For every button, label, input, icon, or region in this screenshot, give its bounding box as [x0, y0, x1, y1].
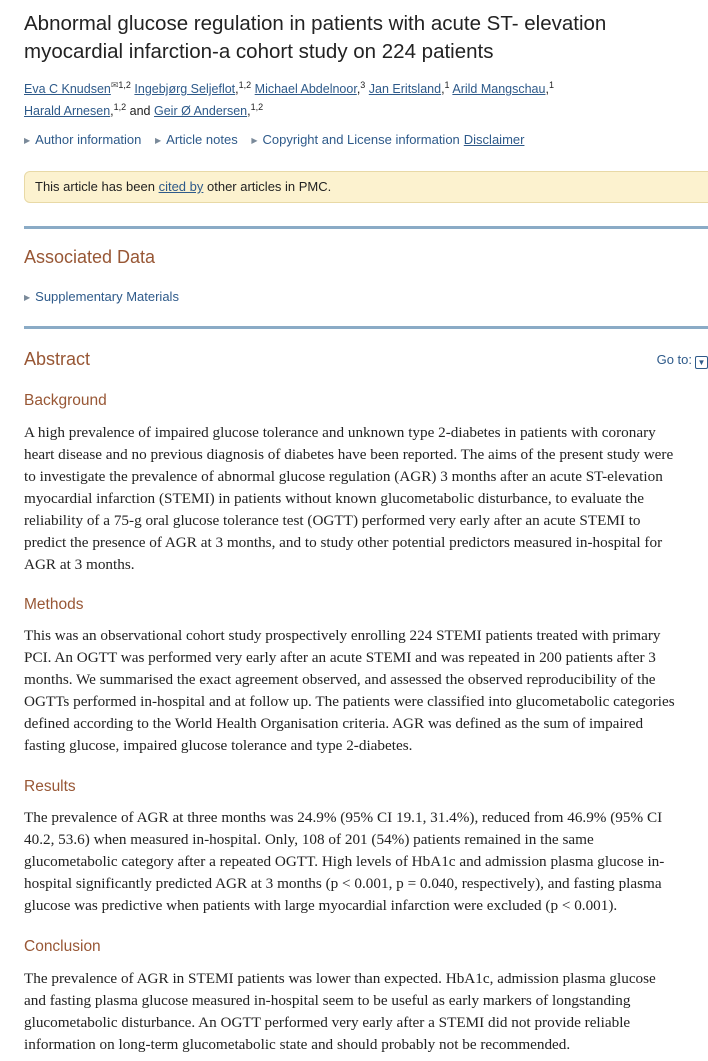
results-paragraph: The prevalence of AGR at three months was 24.9% (95% CI 19.1, 31.4%), reduced from 46.9% (95% CI 40.2, 53.6) when measured in-hospital. Only, 108 of 201 (54%) patients remained in the same glucometabolic category after a repeated OGTT. High levels of HbA1c and admission plasma glucose in- hospital significantly predicted AGR at 3 months (p < 0.001, p = 0.040, respectively), and fasting plasma glucose was predictive when patients with large myocardial infarction were excluded (p < 0.001). — [24, 809, 665, 914]
envelope-icon[interactable]: ✉ — [110, 80, 119, 90]
article-info-links — [24, 131, 708, 150]
triangle-right-icon: ▶ — [24, 136, 31, 145]
author-affiliation: 1,2 — [118, 80, 131, 90]
cited-by-link[interactable]: cited by — [158, 179, 204, 194]
author-link[interactable]: Harald Arnesen — [24, 104, 111, 118]
section-divider — [24, 226, 708, 229]
results-heading: Results — [24, 778, 76, 795]
background-heading: Background — [24, 392, 107, 409]
author-affiliation: 3 — [360, 80, 366, 90]
title-line-2: myocardial infarction-a cohort study on 224 patients — [24, 40, 494, 63]
copyright-toggle[interactable]: ▶ Copyright and License information — [251, 132, 460, 147]
associated-data-heading: Associated Data — [24, 247, 156, 267]
cited-by-notice: This article has been cited by other articles in PMC. — [24, 171, 708, 203]
abstract-heading: Abstract — [24, 349, 91, 369]
author-information-toggle[interactable]: ▶ Author information — [24, 132, 142, 147]
author-link[interactable]: Arild Mangschau — [452, 82, 546, 96]
chevron-down-icon[interactable]: ▼ — [695, 356, 708, 369]
background-paragraph: A high prevalence of impaired glucose tolerance and unknown type 2-diabetes in patients with coronary heart disease and no previous diagnosis of diabetes have been reported. The aims of the present study were to investigate the prevalence of abnormal glucose regulation (AGR) 3 months after an acute ST-elevation myocardial infarction (STEMI) in patients without known glucometabolic disturbance, to evaluate the reliability of a 75-g oral glucose tolerance test (OGTT) performed very early after an acute STEMI to predict the presence of AGR at 3 months, and to study other potential predictors measured in-hospital for AGR at 3 months. — [24, 424, 674, 573]
section-divider — [24, 326, 708, 329]
triangle-right-icon: ▶ — [251, 136, 258, 145]
author-list: Eva C Knudsen$^{✉1,2}$ Ingebjørg Seljeflot,$^{1,2}$ Michael Abdelnoor,$^3$ Jan Eritsland,$^1$ Arild Mangschau,$^1$ Harald Arnesen,$^{1,2}$ and Geir Ø Andersen,$^{1,2}$ — [24, 80, 554, 118]
author-affiliation: 1,2 — [113, 102, 127, 112]
methods-paragraph: This was an observational cohort study prospectively enrolling 224 STEMI patients treated with primary PCI. An OGTT was performed very early after an acute STEMI and was repeated in 200 patients after 3 months. We summarised the exact agreement observed, and assessed the observed reproducibility of the OGTTs performed in-hospital and at follow up. The patients were classified into glucometabolic categories defined according to the World Health Organisation criteria. AGR was defined as the sum of impaired fasting glucose, impaired glucose tolerance and type 2-diabetes. — [24, 627, 675, 754]
goto-menu[interactable]: Go to: ▼ — [657, 352, 708, 369]
title-line-1: Abnormal glucose regulation in patients with acute ST- elevation — [24, 12, 607, 35]
conclusion-heading: Conclusion — [24, 938, 101, 955]
author-link[interactable]: Geir Ø Andersen — [154, 104, 248, 118]
author-link[interactable]: Michael Abdelnoor — [254, 82, 357, 96]
triangle-right-icon: ▶ — [155, 136, 162, 145]
article-notes-toggle[interactable]: ▶ Article notes — [155, 132, 238, 147]
methods-heading: Methods — [24, 596, 84, 613]
author-link[interactable]: Ingebjørg Seljeflot — [134, 82, 236, 96]
author-link[interactable]: Eva C Knudsen — [24, 82, 111, 96]
author-affiliation: 1,2 — [238, 80, 252, 90]
disclaimer-link[interactable]: Disclaimer — [463, 132, 525, 147]
author-affiliation: 1,2 — [250, 102, 264, 112]
author-link[interactable]: Jan Eritsland — [368, 82, 442, 96]
author-affiliation: 1 — [444, 80, 450, 90]
triangle-right-icon: ▶ — [24, 293, 31, 302]
and-text: and — [129, 104, 151, 118]
article-title — [24, 10, 704, 66]
author-affiliation: 1 — [548, 80, 554, 90]
supplementary-materials-toggle[interactable]: ▶ Supplementary Materials — [24, 289, 179, 304]
conclusion-paragraph: The prevalence of AGR in STEMI patients was lower than expected. HbA1c, admission plasma glucose and fasting plasma glucose measured in-hospital seem to be useful as early markers of longstanding glucometabolic disturbance. An OGTT performed very early after a STEMI did not provide reliable information on long-term glucometabolic state and should probably not be recommended. — [24, 970, 656, 1053]
